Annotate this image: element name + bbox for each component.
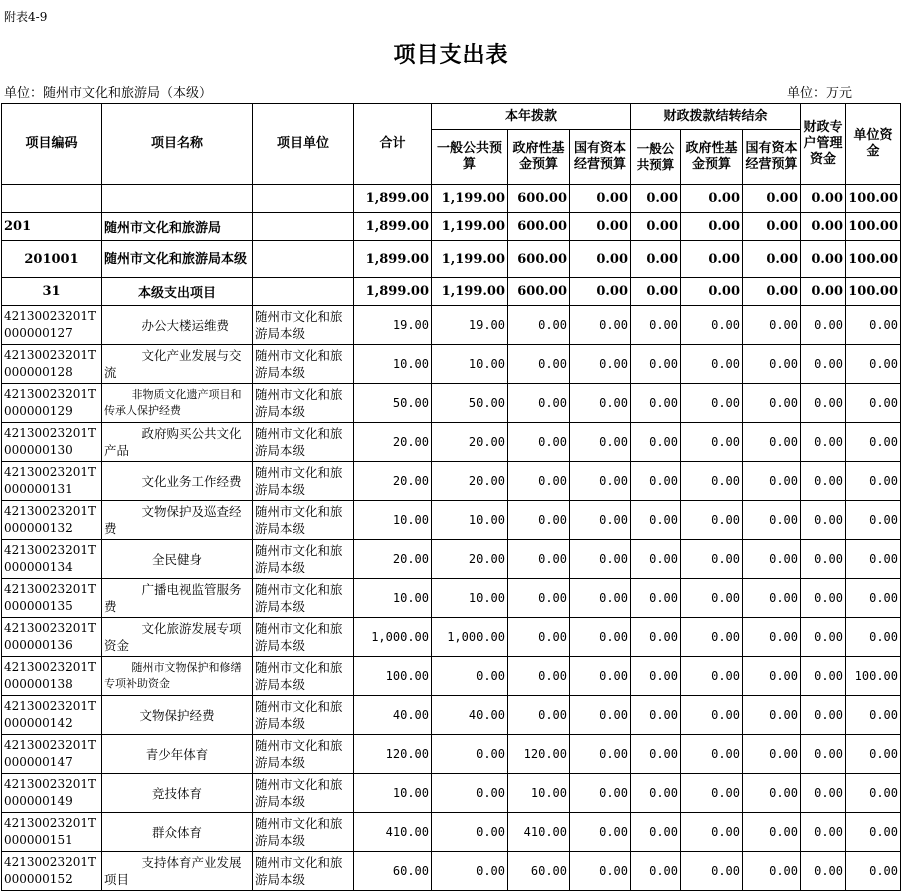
cell-code: 42130023201T000000138 <box>2 657 102 696</box>
cell-value: 0.00 <box>570 657 631 696</box>
cell-value: 0.00 <box>631 306 681 345</box>
cell-value: 0.00 <box>801 696 846 735</box>
cell-value: 10.00 <box>354 774 432 813</box>
cell-value: 0.00 <box>846 501 901 540</box>
cell-name: 文化产业发展与交流 <box>102 345 253 384</box>
cell-code <box>2 185 102 213</box>
header-current-group: 本年拨款 <box>432 104 631 130</box>
cell-value: 19.00 <box>354 306 432 345</box>
cell-value: 0.00 <box>743 213 801 241</box>
cell-value: 0.00 <box>846 813 901 852</box>
cell-value: 100.00 <box>846 241 901 278</box>
cell-value: 0.00 <box>570 345 631 384</box>
cell-value: 0.00 <box>801 618 846 657</box>
cell-value: 0.00 <box>508 579 570 618</box>
cell-value: 0.00 <box>570 813 631 852</box>
cell-value: 0.00 <box>508 345 570 384</box>
cell-unit <box>253 241 354 278</box>
cell-value: 0.00 <box>846 774 901 813</box>
cell-name: 办公大楼运维费 <box>102 306 253 345</box>
cell-unit: 随州市文化和旅游局本级 <box>253 345 354 384</box>
cell-unit: 随州市文化和旅游局本级 <box>253 657 354 696</box>
summary-row <box>2 185 901 213</box>
cell-value: 60.00 <box>508 852 570 891</box>
cell-value: 0.00 <box>801 345 846 384</box>
cell-value: 0.00 <box>681 813 743 852</box>
cell-value: 0.00 <box>846 423 901 462</box>
cell-value: 410.00 <box>508 813 570 852</box>
cell-unit: 随州市文化和旅游局本级 <box>253 774 354 813</box>
cell-value: 0.00 <box>743 278 801 306</box>
cell-value: 0.00 <box>570 852 631 891</box>
cell-value: 0.00 <box>432 852 508 891</box>
cell-value: 0.00 <box>681 579 743 618</box>
cell-value: 10.00 <box>354 579 432 618</box>
cell-value: 0.00 <box>801 813 846 852</box>
cell-value: 0.00 <box>508 384 570 423</box>
cell-code: 201 <box>2 213 102 241</box>
cell-value: 0.00 <box>801 213 846 241</box>
cell-value: 20.00 <box>432 540 508 579</box>
cell-value: 0.00 <box>432 735 508 774</box>
cell-value: 0.00 <box>743 306 801 345</box>
cell-unit: 随州市文化和旅游局本级 <box>253 735 354 774</box>
cell-value: 0.00 <box>846 696 901 735</box>
cell-name: 文化业务工作经费 <box>102 462 253 501</box>
cell-value: 0.00 <box>631 241 681 278</box>
issuing-unit: 单位：随州市文化和旅游局（本级） <box>4 86 213 101</box>
cell-unit <box>253 278 354 306</box>
cell-value: 0.00 <box>570 306 631 345</box>
cell-value: 0.00 <box>801 579 846 618</box>
table-row <box>2 423 901 462</box>
cell-value: 0.00 <box>570 185 631 213</box>
cell-value: 0.00 <box>743 852 801 891</box>
cell-name: 本级支出项目 <box>102 278 253 306</box>
cell-value: 600.00 <box>508 213 570 241</box>
cell-unit <box>253 185 354 213</box>
cell-value: 0.00 <box>801 657 846 696</box>
cell-value: 0.00 <box>570 735 631 774</box>
cell-name: 全民健身 <box>102 540 253 579</box>
cell-value: 0.00 <box>743 241 801 278</box>
cell-value: 0.00 <box>681 345 743 384</box>
header-unit-fund: 单位资金 <box>846 104 901 185</box>
cell-code: 42130023201T000000134 <box>2 540 102 579</box>
cell-name <box>102 185 253 213</box>
cell-value: 1,199.00 <box>432 213 508 241</box>
cell-value: 0.00 <box>743 185 801 213</box>
cell-value: 0.00 <box>631 423 681 462</box>
cell-unit: 随州市文化和旅游局本级 <box>253 813 354 852</box>
cell-value: 0.00 <box>681 657 743 696</box>
summary-row <box>2 213 901 241</box>
cell-code: 31 <box>2 278 102 306</box>
cell-value: 0.00 <box>631 579 681 618</box>
cell-value: 120.00 <box>354 735 432 774</box>
cell-value: 0.00 <box>846 618 901 657</box>
cell-value: 0.00 <box>570 384 631 423</box>
cell-value: 100.00 <box>846 185 901 213</box>
table-row <box>2 774 901 813</box>
cell-value: 0.00 <box>681 423 743 462</box>
cell-value: 0.00 <box>631 501 681 540</box>
cell-value: 0.00 <box>846 306 901 345</box>
cell-value: 10.00 <box>432 345 508 384</box>
cell-value: 0.00 <box>570 213 631 241</box>
cell-value: 0.00 <box>801 278 846 306</box>
cell-value: 0.00 <box>681 306 743 345</box>
header-total: 合计 <box>354 104 432 185</box>
cell-value: 0.00 <box>681 462 743 501</box>
cell-unit: 随州市文化和旅游局本级 <box>253 852 354 891</box>
cell-value: 10.00 <box>508 774 570 813</box>
header-general-public: 一般公共预算 <box>432 130 508 185</box>
cell-value: 0.00 <box>846 384 901 423</box>
cell-value: 120.00 <box>508 735 570 774</box>
cell-value: 0.00 <box>508 306 570 345</box>
cell-value: 0.00 <box>508 657 570 696</box>
cell-value: 0.00 <box>432 657 508 696</box>
cell-value: 20.00 <box>354 540 432 579</box>
cell-value: 0.00 <box>681 501 743 540</box>
cell-value: 0.00 <box>631 185 681 213</box>
cell-name: 竞技体育 <box>102 774 253 813</box>
table-row <box>2 657 901 696</box>
cell-value: 0.00 <box>681 540 743 579</box>
cell-value: 600.00 <box>508 278 570 306</box>
cell-value: 100.00 <box>846 213 901 241</box>
summary-row <box>2 241 901 278</box>
cell-value: 20.00 <box>354 462 432 501</box>
cell-value: 0.00 <box>681 241 743 278</box>
cell-value: 0.00 <box>801 185 846 213</box>
cell-name: 支持体育产业发展项目 <box>102 852 253 891</box>
cell-value: 0.00 <box>846 540 901 579</box>
table-row <box>2 345 901 384</box>
header-co-state-capital: 国有资本经营预算 <box>743 130 801 185</box>
header-state-capital: 国有资本经营预算 <box>570 130 631 185</box>
cell-value: 0.00 <box>743 618 801 657</box>
cell-value: 40.00 <box>354 696 432 735</box>
cell-value: 19.00 <box>432 306 508 345</box>
cell-value: 0.00 <box>681 774 743 813</box>
cell-code: 42130023201T000000128 <box>2 345 102 384</box>
cell-value: 0.00 <box>508 618 570 657</box>
cell-value: 0.00 <box>631 735 681 774</box>
cell-value: 0.00 <box>570 774 631 813</box>
cell-value: 0.00 <box>432 774 508 813</box>
cell-value: 20.00 <box>432 423 508 462</box>
cell-value: 0.00 <box>801 241 846 278</box>
header-gov-fund: 政府性基金预算 <box>508 130 570 185</box>
cell-value: 0.00 <box>743 384 801 423</box>
table-row <box>2 384 901 423</box>
cell-value: 600.00 <box>508 185 570 213</box>
cell-value: 0.00 <box>570 278 631 306</box>
cell-value: 0.00 <box>743 345 801 384</box>
cell-value: 0.00 <box>743 501 801 540</box>
cell-code: 42130023201T000000151 <box>2 813 102 852</box>
cell-value: 0.00 <box>681 696 743 735</box>
cell-value: 0.00 <box>631 657 681 696</box>
cell-unit: 随州市文化和旅游局本级 <box>253 540 354 579</box>
cell-value: 1,000.00 <box>432 618 508 657</box>
cell-value: 0.00 <box>631 774 681 813</box>
cell-value: 1,899.00 <box>354 213 432 241</box>
cell-value: 0.00 <box>846 462 901 501</box>
cell-value: 0.00 <box>801 423 846 462</box>
cell-value: 0.00 <box>681 278 743 306</box>
cell-value: 1,899.00 <box>354 185 432 213</box>
table-row <box>2 462 901 501</box>
currency-unit: 单位：万元 <box>787 86 853 101</box>
table-row <box>2 696 901 735</box>
cell-value: 0.00 <box>681 618 743 657</box>
cell-value: 0.00 <box>631 384 681 423</box>
cell-value: 0.00 <box>801 384 846 423</box>
cell-name: 政府购买公共文化产品 <box>102 423 253 462</box>
cell-value: 0.00 <box>508 423 570 462</box>
cell-value: 1,899.00 <box>354 278 432 306</box>
table-row <box>2 813 901 852</box>
document-number: 附表4-9 <box>4 10 48 24</box>
cell-value: 0.00 <box>801 501 846 540</box>
cell-value: 50.00 <box>354 384 432 423</box>
cell-value: 0.00 <box>570 618 631 657</box>
cell-value: 0.00 <box>508 696 570 735</box>
cell-value: 40.00 <box>432 696 508 735</box>
cell-value: 600.00 <box>508 241 570 278</box>
cell-name: 文化旅游发展专项资金 <box>102 618 253 657</box>
table-row <box>2 540 901 579</box>
cell-value: 0.00 <box>743 813 801 852</box>
cell-value: 60.00 <box>354 852 432 891</box>
cell-code: 42130023201T000000149 <box>2 774 102 813</box>
cell-value: 0.00 <box>570 241 631 278</box>
cell-value: 0.00 <box>508 540 570 579</box>
cell-value: 1,899.00 <box>354 241 432 278</box>
cell-value: 410.00 <box>354 813 432 852</box>
cell-unit: 随州市文化和旅游局本级 <box>253 618 354 657</box>
cell-name: 群众体育 <box>102 813 253 852</box>
cell-code: 42130023201T000000131 <box>2 462 102 501</box>
cell-value: 0.00 <box>570 696 631 735</box>
table-row <box>2 618 901 657</box>
cell-name: 文物保护经费 <box>102 696 253 735</box>
cell-value: 0.00 <box>631 852 681 891</box>
cell-value: 100.00 <box>846 657 901 696</box>
cell-name: 非物质文化遗产项目和传承人保护经费 <box>102 384 253 423</box>
cell-value: 0.00 <box>743 735 801 774</box>
cell-value: 0.00 <box>631 213 681 241</box>
cell-code: 42130023201T000000129 <box>2 384 102 423</box>
cell-value: 1,199.00 <box>432 278 508 306</box>
cell-value: 0.00 <box>801 852 846 891</box>
cell-value: 0.00 <box>681 384 743 423</box>
cell-value: 0.00 <box>846 852 901 891</box>
cell-value: 0.00 <box>570 462 631 501</box>
table-row <box>2 735 901 774</box>
header-carryover-group: 财政拨款结转结余 <box>631 104 801 130</box>
cell-unit: 随州市文化和旅游局本级 <box>253 306 354 345</box>
cell-value: 10.00 <box>354 501 432 540</box>
cell-value: 0.00 <box>743 540 801 579</box>
cell-code: 42130023201T000000152 <box>2 852 102 891</box>
cell-value: 0.00 <box>801 306 846 345</box>
cell-value: 0.00 <box>570 501 631 540</box>
cell-value: 0.00 <box>846 579 901 618</box>
table-row <box>2 501 901 540</box>
cell-value: 1,199.00 <box>432 241 508 278</box>
cell-name: 随州市文物保护和修缮专项补助资金 <box>102 657 253 696</box>
cell-value: 0.00 <box>570 423 631 462</box>
cell-value: 1,199.00 <box>432 185 508 213</box>
cell-name: 文物保护及巡查经费 <box>102 501 253 540</box>
cell-value: 10.00 <box>432 579 508 618</box>
cell-value: 10.00 <box>354 345 432 384</box>
table-row <box>2 579 901 618</box>
table-row <box>2 852 901 891</box>
cell-unit: 随州市文化和旅游局本级 <box>253 462 354 501</box>
cell-value: 0.00 <box>631 345 681 384</box>
cell-value: 20.00 <box>354 423 432 462</box>
cell-value: 0.00 <box>846 345 901 384</box>
cell-value: 0.00 <box>801 774 846 813</box>
cell-unit: 随州市文化和旅游局本级 <box>253 501 354 540</box>
table-row <box>2 306 901 345</box>
cell-value: 0.00 <box>631 696 681 735</box>
cell-code: 42130023201T000000142 <box>2 696 102 735</box>
header-unit: 项目单位 <box>253 104 354 185</box>
summary-row <box>2 278 901 306</box>
cell-value: 0.00 <box>743 462 801 501</box>
cell-value: 0.00 <box>801 462 846 501</box>
cell-unit: 随州市文化和旅游局本级 <box>253 696 354 735</box>
cell-value: 0.00 <box>681 735 743 774</box>
cell-unit <box>253 213 354 241</box>
cell-value: 0.00 <box>631 618 681 657</box>
cell-value: 0.00 <box>743 696 801 735</box>
cell-code: 42130023201T000000127 <box>2 306 102 345</box>
cell-value: 20.00 <box>432 462 508 501</box>
cell-value: 100.00 <box>846 278 901 306</box>
cell-value: 1,000.00 <box>354 618 432 657</box>
cell-value: 0.00 <box>801 540 846 579</box>
cell-value: 0.00 <box>631 462 681 501</box>
cell-value: 0.00 <box>846 735 901 774</box>
cell-value: 0.00 <box>570 579 631 618</box>
cell-name: 随州市文化和旅游局本级 <box>102 241 253 278</box>
cell-value: 0.00 <box>743 579 801 618</box>
cell-value: 0.00 <box>631 813 681 852</box>
header-name: 项目名称 <box>102 104 253 185</box>
header-co-general-public: 一般公共预算 <box>631 130 681 185</box>
project-expenditure-table <box>1 103 901 891</box>
cell-value: 0.00 <box>801 735 846 774</box>
cell-value: 0.00 <box>743 423 801 462</box>
cell-code: 42130023201T000000136 <box>2 618 102 657</box>
cell-value: 10.00 <box>432 501 508 540</box>
cell-value: 0.00 <box>508 462 570 501</box>
cell-code: 42130023201T000000147 <box>2 735 102 774</box>
cell-name: 青少年体育 <box>102 735 253 774</box>
cell-value: 0.00 <box>631 540 681 579</box>
cell-code: 42130023201T000000135 <box>2 579 102 618</box>
header-code: 项目编码 <box>2 104 102 185</box>
cell-code: 201001 <box>2 241 102 278</box>
cell-value: 50.00 <box>432 384 508 423</box>
cell-value: 100.00 <box>354 657 432 696</box>
cell-value: 0.00 <box>681 852 743 891</box>
cell-unit: 随州市文化和旅游局本级 <box>253 423 354 462</box>
cell-code: 42130023201T000000132 <box>2 501 102 540</box>
cell-value: 0.00 <box>570 540 631 579</box>
page-title: 项目支出表 <box>393 42 509 68</box>
header-co-gov-fund: 政府性基金预算 <box>681 130 743 185</box>
cell-unit: 随州市文化和旅游局本级 <box>253 384 354 423</box>
cell-value: 0.00 <box>508 501 570 540</box>
cell-value: 0.00 <box>681 213 743 241</box>
cell-name: 广播电视监管服务费 <box>102 579 253 618</box>
cell-value: 0.00 <box>743 657 801 696</box>
cell-unit: 随州市文化和旅游局本级 <box>253 579 354 618</box>
cell-code: 42130023201T000000130 <box>2 423 102 462</box>
header-special-fund: 财政专户管理资金 <box>801 104 846 185</box>
cell-value: 0.00 <box>631 278 681 306</box>
cell-value: 0.00 <box>432 813 508 852</box>
cell-name: 随州市文化和旅游局 <box>102 213 253 241</box>
cell-value: 0.00 <box>743 774 801 813</box>
cell-value: 0.00 <box>681 185 743 213</box>
